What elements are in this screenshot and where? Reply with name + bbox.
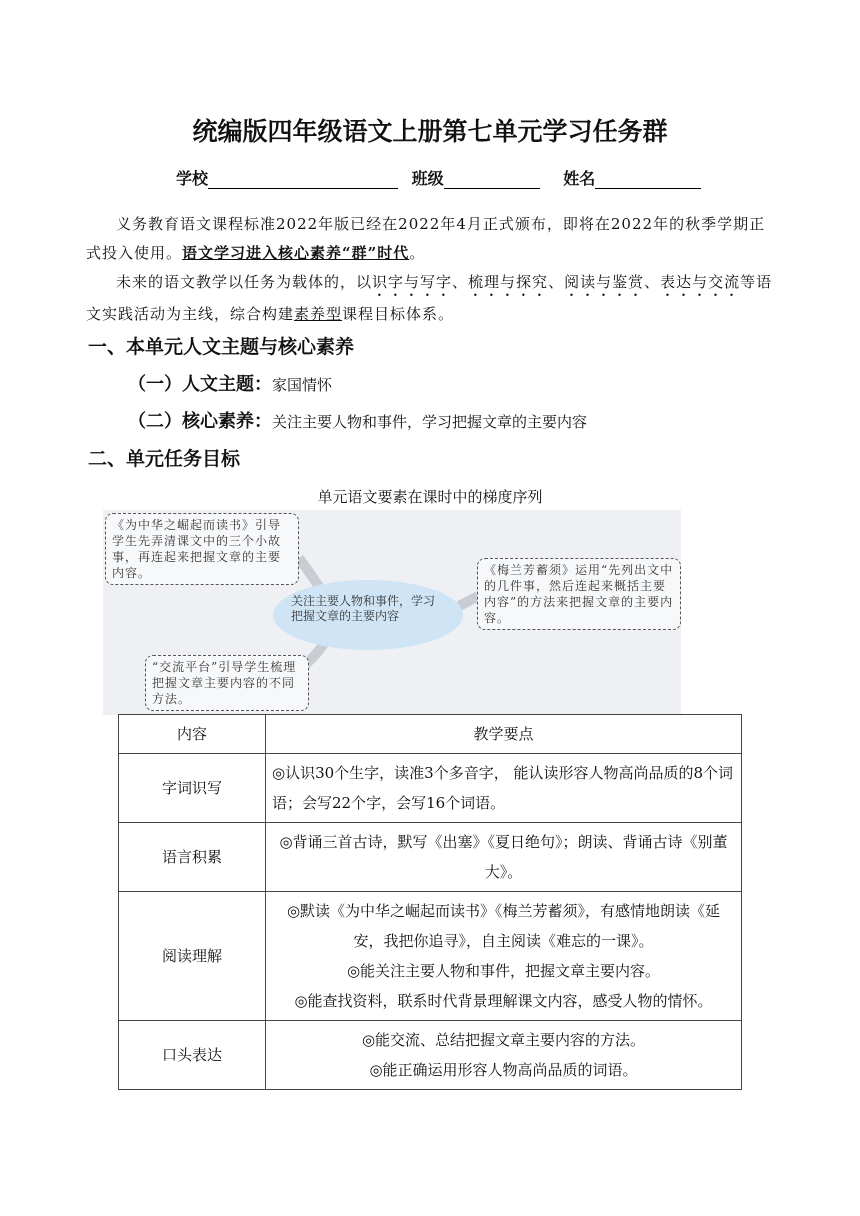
header-content: 内容	[119, 715, 266, 754]
intro-p2-k: 课程目标体系。	[342, 305, 455, 323]
concept-diagram	[103, 510, 681, 715]
row-label: 阅读理解	[119, 892, 266, 1021]
name-label: 姓名	[563, 169, 596, 188]
table-header-row	[119, 715, 742, 754]
point-item: ◎背诵三首古诗，默写《出塞》《夏日绝句》；朗读、背诵古诗《别董大》。	[279, 833, 728, 881]
point-item: ◎能正确运用形容人物高尚品质的词语。	[369, 1061, 638, 1079]
row-points	[266, 892, 742, 1021]
row-points	[266, 823, 742, 892]
intro-p2-literacy-4: 表达与交流	[660, 273, 741, 291]
connector-line-2	[459, 596, 478, 606]
school-blank[interactable]	[208, 172, 398, 189]
theme-label: （一）人文主题：	[128, 374, 272, 395]
point-item: ◎认识30个生字，读准3个多音字， 能认读形容人物高尚品质的8个词语；会写22个字，会写16个词语。	[272, 764, 734, 812]
school-label: 学校	[176, 169, 209, 188]
intro-p2-a: 未来的语文教学以任务为载体的，以	[116, 273, 373, 291]
intro-end: 。	[409, 244, 426, 262]
row-label: 口头表达	[119, 1021, 266, 1090]
center-ellipse: 关注主要人物和事件，学习把握文章的主要内容	[273, 580, 463, 650]
intro-p2-literacy-2: 梳理与探究	[468, 273, 549, 291]
row-label: 字词识写	[119, 754, 266, 823]
class-blank[interactable]	[444, 172, 540, 189]
theme-value: 家国情怀	[272, 376, 333, 394]
table-row	[119, 823, 742, 892]
intro-p2-literacy-1: 识字与写字	[372, 273, 453, 291]
literacy-value: 关注主要人物和事件，学习把握文章的主要内容	[272, 413, 588, 431]
class-label: 班级	[411, 169, 444, 188]
row-label: 语言积累	[119, 823, 266, 892]
intro-paragraph-2	[86, 268, 776, 329]
row-points	[266, 754, 742, 823]
intro-p2-i: 等语文实践活动为主线，综合构建	[86, 273, 773, 323]
point-item: ◎能关注主要人物和事件，把握文章主要内容。	[346, 962, 661, 980]
intro-p2-literacy-3: 阅读与鉴赏	[564, 273, 645, 291]
teaching-points-table	[118, 714, 742, 1090]
name-blank[interactable]	[595, 172, 701, 189]
table-row	[119, 754, 742, 823]
table-row	[119, 1021, 742, 1090]
section-2-heading: 二、单元任务目标	[88, 448, 241, 470]
note-box-lesson-1: 《为中华之崛起而读书》引导学生先弄清课文中的三个小故事，再连起来把握文章的主要内容。	[105, 513, 299, 585]
intro-p2-sep-2: 、	[548, 273, 565, 291]
point-item: ◎能查找资料，联系时代背景理解课文内容，感受人物的情怀。	[294, 992, 713, 1010]
intro-p2-sep-3: 、	[644, 273, 661, 291]
diagram-title: 单元语文要素在课时中的梯度序列	[317, 488, 543, 506]
page-title: 统编版四年级语文上册第七单元学习任务群	[192, 117, 668, 146]
intro-paragraph-1	[86, 210, 776, 268]
point-item: ◎默读《为中华之崛起而读书》《梅兰芳蓄须》，有感情地朗读《延安，我把你追寻》，自主阅读《难忘的一课》。	[286, 902, 721, 950]
literacy-line	[128, 407, 587, 433]
theme-line	[128, 370, 332, 396]
intro-p2-literacy-type: 素养型	[294, 305, 343, 323]
note-box-lesson-2: 《梅兰芳蓄须》运用“先列出文中的几件事，然后连起来概括主要内容”的方法来把握文章的主要内容。	[477, 558, 681, 630]
header-key-points: 教学要点	[266, 715, 742, 754]
literacy-label: （二）核心素养：	[128, 411, 272, 432]
intro-text: 义务教育语文课程标准2022年版已经在2022年4月正式颁布，即将在2022年的秋季学期正式投入使用。	[86, 215, 766, 262]
note-box-exchange-platform: “交流平台”引导学生梳理把握文章主要内容的不同方法。	[145, 655, 309, 711]
point-item: ◎能交流、总结把握文章主要内容的方法。	[361, 1031, 646, 1049]
table-row	[119, 892, 742, 1021]
intro-emphasis: 语文学习进入核心素养“群”时代	[182, 244, 410, 262]
row-points	[266, 1021, 742, 1090]
student-info-line	[176, 166, 709, 189]
intro-p2-sep-1: 、	[452, 273, 469, 291]
section-1-heading: 一、本单元人文主题与核心素养	[88, 336, 355, 358]
